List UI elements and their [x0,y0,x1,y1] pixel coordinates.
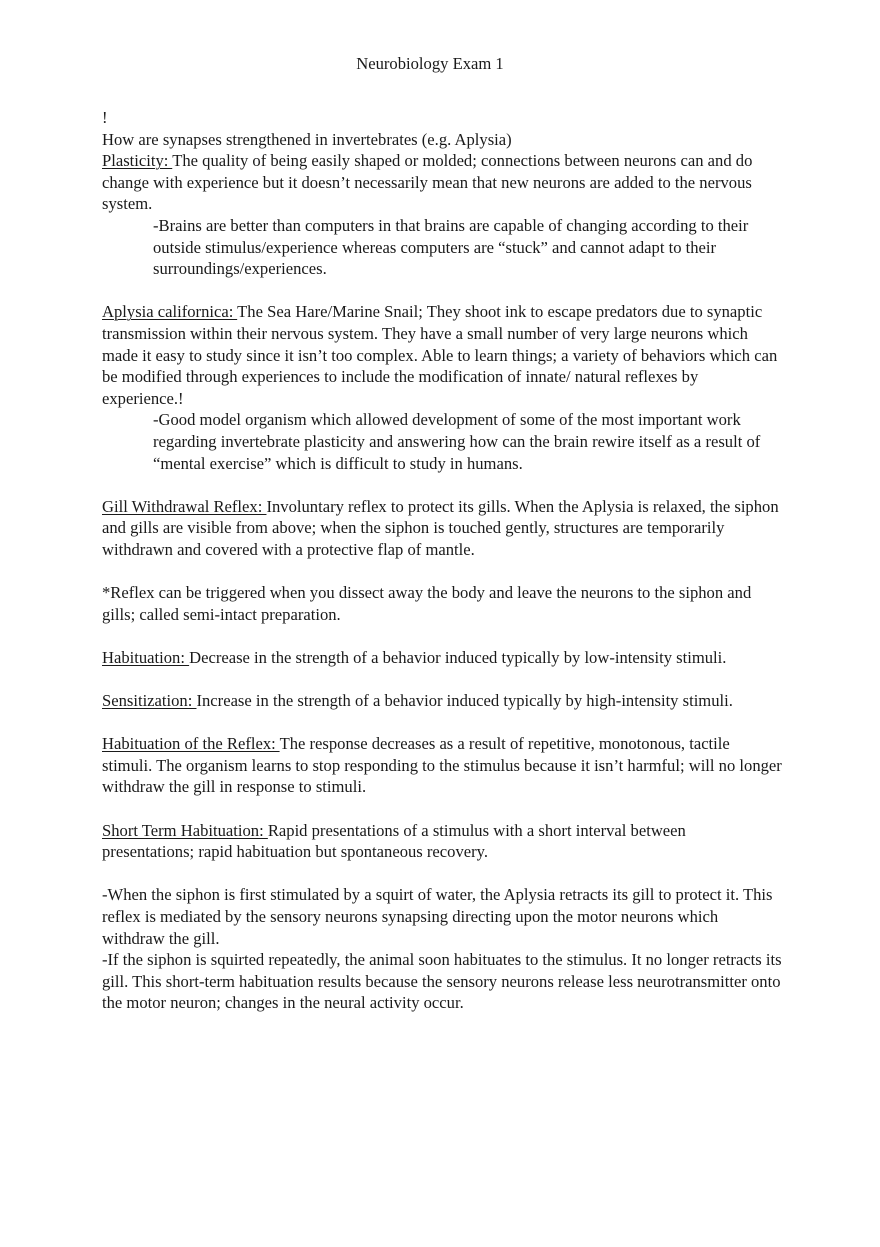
plasticity-definition [102,150,782,215]
sensitization-term: Sensitization: [102,691,197,711]
gill-withdrawal-text: Involuntary reflex to protect its gills. When the Aplysia is relaxed, the siphon and gills are visible from above; when the siphon is touched gently, structures are temporarily withdrawn and covered with a protective flap of mantle. [102,496,779,559]
siphon-first-paragraph: -When the siphon is first stimulated by a squirt of water, the Aplysia retracts its gill to protect it. This reflex is mediated by the sensory neurons synapsing directing upon the motor neurons which withdraw the gill. [102,885,773,948]
plasticity-text: The quality of being easily shaped or molded; connections between neurons can and do change with experience but it doesn’t necessarily mean that new neurons are added to the nervous system. [102,151,753,214]
sensitization-definition [102,690,782,712]
exclamation-mark: ! [102,108,108,127]
reflex-note: *Reflex can be triggered when you dissect away the body and leave the neurons to the siphon and gills; called semi-intact preparation. [102,583,752,624]
short-term-habituation-term: Short Term Habituation: [102,820,268,840]
habituation-reflex-definition [102,733,782,798]
short-term-habituation-text: Rapid presentations of a stimulus with a short interval between presentations; rapid habituation but spontaneous recovery. [102,820,686,862]
sensitization-text: Increase in the strength of a behavior induced typically by high-intensity stimuli. [196,691,733,711]
short-term-habituation-definition [102,820,782,863]
gill-withdrawal-definition [102,496,782,561]
habituation-text: Decrease in the strength of a behavior induced typically by low-intensity stimuli. [189,647,727,667]
gill-withdrawal-term: Gill Withdrawal Reflex: [102,496,267,516]
aplysia-term: Aplysia californica: [102,302,238,322]
aplysia-text: The Sea Hare/Marine Snail; They shoot ink to escape predators due to synaptic transmission within their nervous system. They have a small number of very large neurons which made it easy to study since it isn’t too complex. Able to learn things; a variety of behaviors which can be modified through experiences to include the modification of innate/ natural reflexes by experience.! [102,302,778,408]
question-heading: How are synapses strengthened in invertebrates (e.g. Aplysia) [102,129,512,149]
plasticity-term: Plasticity: [102,151,173,171]
plasticity-note: -Brains are better than computers in that brains are capable of changing according to their outside stimulus/experience whereas computers are “stuck” and cannot adapt to their surroundings/experiences. [153,215,749,279]
siphon-repeated-paragraph: -If the siphon is squirted repeatedly, the animal soon habituates to the stimulus. It no longer retracts its gill. This short-term habituation results because the sensory neurons release less neurotransmitter onto the motor neuron; changes in the neural activity occur. [102,950,782,1013]
aplysia-note: -Good model organism which allowed development of some of the most important work regarding invertebrate plasticity and answering how can the brain rewire itself as a result of “mental exercise” which is difficult to study in humans. [153,410,761,473]
habituation-reflex-term: Habituation of the Reflex: [102,734,280,754]
habituation-term: Habituation: [102,647,190,667]
habituation-definition [102,647,782,669]
aplysia-definition [102,301,782,409]
document-page [102,53,782,1014]
page-title: Neurobiology Exam 1 [356,54,504,73]
habituation-reflex-text: The response decreases as a result of repetitive, monotonous, tactile stimuli. The organism learns to stop responding to the stimulus because it isn’t harmful; will no longer withdraw the gill in response to stimuli. [102,734,782,797]
